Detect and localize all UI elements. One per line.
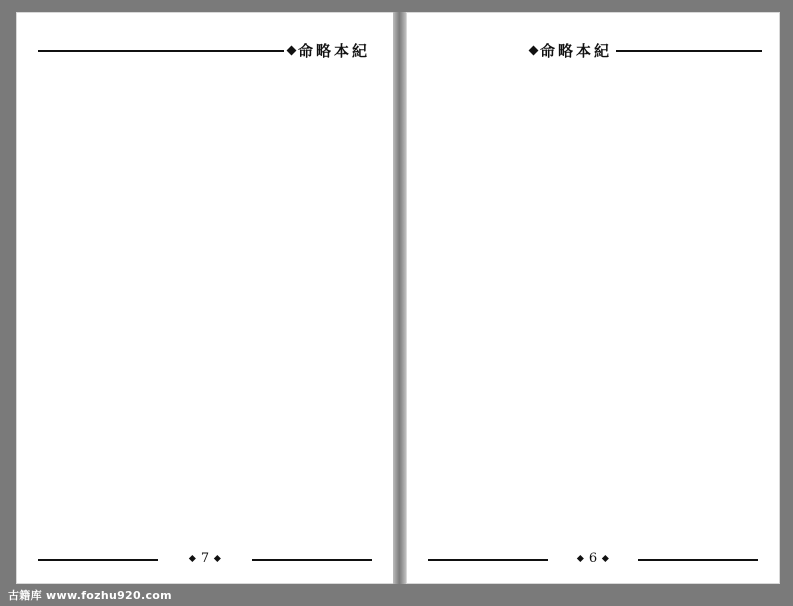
body-text-columns: [434, 78, 758, 532]
header-title-block: [526, 40, 616, 61]
footer-rule: [38, 559, 158, 561]
diamond-ornament-icon: [287, 46, 297, 56]
footer-rule: [252, 559, 372, 561]
body-text-columns: [44, 78, 372, 532]
book-gutter: [393, 12, 407, 584]
page-number: 6: [588, 551, 598, 566]
footer-rule: [428, 559, 548, 561]
page-footer: [16, 552, 394, 568]
page-number: 7: [200, 551, 210, 566]
folio: [182, 551, 228, 566]
running-head: [406, 40, 780, 62]
header-title: 命略本紀: [540, 42, 613, 60]
header-rule: [38, 50, 302, 52]
header-title: 命略本紀: [297, 42, 370, 60]
diamond-ornament-icon: [529, 46, 539, 56]
diamond-ornament-icon: [189, 555, 196, 562]
diamond-ornament-icon: [214, 555, 221, 562]
right-page: [406, 12, 780, 584]
header-title-block: [284, 40, 374, 61]
folio: [570, 551, 616, 566]
left-page: [16, 12, 394, 584]
diamond-ornament-icon: [577, 555, 584, 562]
site-watermark: 古籍库 www.fozhu920.com: [8, 589, 172, 602]
running-head: [16, 40, 394, 62]
footer-rule: [638, 559, 758, 561]
diamond-ornament-icon: [602, 555, 609, 562]
page-footer: [406, 552, 780, 568]
